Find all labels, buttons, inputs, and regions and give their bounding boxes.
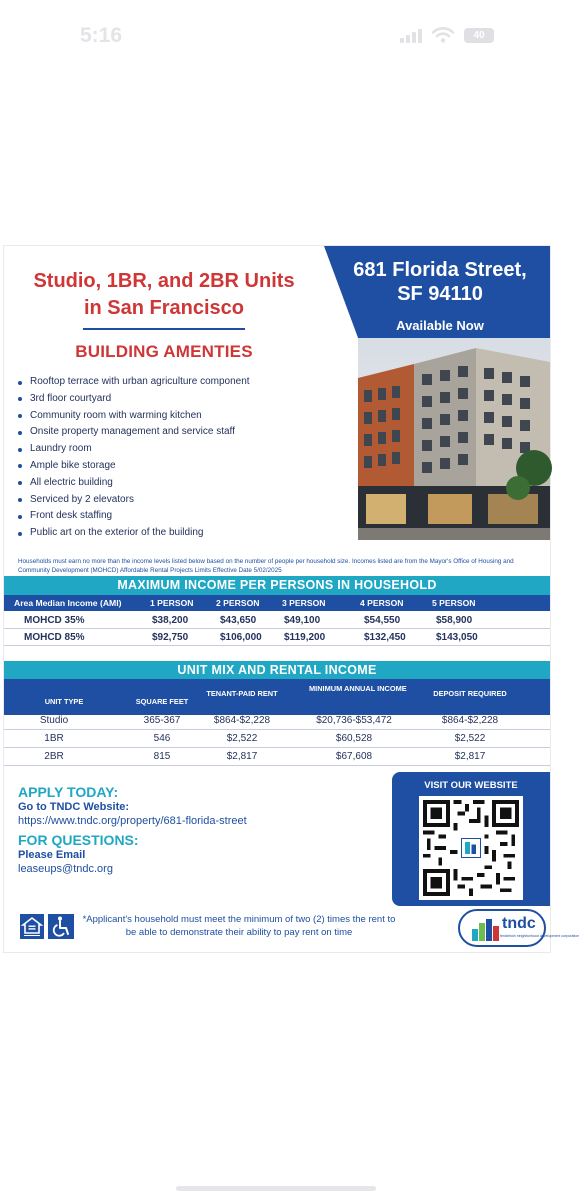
headline-line: Studio, 1BR, and 2BR Units — [33, 270, 295, 292]
table-cell: $60,528 — [335, 733, 373, 744]
table-cell: $92,750 — [152, 632, 189, 643]
table-cell: 365-367 — [143, 715, 181, 726]
column-header: Area Median Income (AMI) — [14, 598, 122, 608]
qr-code-icon[interactable] — [419, 796, 523, 900]
address-line: 681 Florida Street, — [353, 259, 527, 281]
headline-block — [4, 268, 324, 362]
tndc-tagline: tenderloin neighborhood development corporation — [500, 934, 579, 938]
table-cell: MOHCD 35% — [24, 615, 85, 626]
wheelchair-accessible-icon — [48, 914, 74, 939]
table-cell: $49,100 — [284, 615, 321, 626]
wifi-icon — [432, 27, 454, 43]
address-block — [330, 258, 550, 333]
column-header: 5 PERSON — [432, 598, 476, 608]
list-item: Laundry room — [18, 441, 348, 458]
headline-divider — [83, 328, 245, 330]
website-link[interactable]: https://www.tndc.org/property/681-florida-street — [18, 815, 247, 827]
table-cell: $143,050 — [436, 632, 478, 643]
table-cell: $38,200 — [152, 615, 189, 626]
table-row — [4, 730, 550, 748]
list-item: Community room with warming kitchen — [18, 408, 348, 425]
questions-subtitle: Please Email — [18, 849, 86, 861]
unit-table-header — [4, 679, 550, 715]
table-cell: 1BR — [44, 733, 64, 744]
table-cell: Studio — [39, 715, 69, 726]
status-time: 5:16 — [80, 24, 123, 47]
table-cell: $67,608 — [335, 751, 373, 762]
column-header: TENANT-PAID RENT — [206, 689, 278, 698]
table-row — [4, 712, 550, 730]
column-header: UNIT TYPE — [44, 697, 84, 706]
column-header: 2 PERSON — [216, 598, 260, 608]
table-cell: $58,900 — [436, 615, 473, 626]
building-photo — [358, 338, 550, 540]
table-cell: $54,550 — [364, 615, 401, 626]
table-cell: 815 — [153, 751, 171, 762]
unit-table-title: UNIT MIX AND RENTAL INCOME — [4, 661, 550, 680]
column-header: 1 PERSON — [150, 598, 194, 608]
table-cell: $20,736-$53,472 — [316, 715, 392, 726]
home-indicator[interactable] — [176, 1186, 376, 1191]
table-cell: $2,522 — [454, 733, 486, 744]
questions-title: FOR QUESTIONS: — [18, 832, 139, 848]
apply-subtitle: Go to TNDC Website: — [18, 801, 130, 813]
cellular-signal-icon — [400, 27, 422, 43]
list-item: Rooftop terrace with urban agriculture component — [18, 374, 348, 391]
eligibility-note: Households must earn no more than the income levels listed below based on the number of people per household size. Incomes listed are from the Mayor's Office of Housing and Community Development (MOHCD) Affordable Rental Projects Limits Effective Date 5/02/2025 — [18, 558, 514, 574]
list-item: Onsite property management and service staff — [18, 424, 348, 441]
tndc-wordmark: tndc — [502, 915, 536, 932]
table-cell: 2BR — [44, 751, 64, 762]
equal-housing-opportunity-icon — [20, 914, 44, 939]
headline-line: in San Francisco — [83, 297, 245, 319]
column-header: MINIMUM ANNUAL INCOME — [309, 684, 407, 693]
table-row — [4, 748, 550, 766]
list-item: Front desk staffing — [18, 508, 348, 525]
table-cell: 546 — [153, 733, 171, 744]
table-cell: $119,200 — [284, 632, 326, 643]
list-item: Serviced by 2 elevators — [18, 492, 348, 509]
table-cell: $2,522 — [226, 733, 258, 744]
column-header: 3 PERSON — [282, 598, 326, 608]
flyer-image — [4, 246, 579, 952]
table-cell: $864-$2,228 — [441, 715, 499, 726]
email-link[interactable]: leaseups@tndc.org — [18, 863, 113, 875]
list-item: All electric building — [18, 475, 348, 492]
table-cell: $2,817 — [226, 751, 258, 762]
column-header: 4 PERSON — [360, 598, 404, 608]
battery-icon: 40 — [464, 28, 494, 43]
website-qr-box — [392, 772, 550, 906]
amenities-title: BUILDING AMENTIES — [75, 342, 253, 361]
table-cell: $43,650 — [220, 615, 257, 626]
column-header: DEPOSIT REQUIRED — [433, 689, 507, 698]
rent-requirement-note: *Applicant's household must meet the minimum of two (2) times the rent to be able to demonstrate their ability to pay rent on time — [82, 914, 396, 938]
list-item: 3rd floor courtyard — [18, 391, 348, 408]
tndc-logo — [458, 909, 579, 947]
address-line: SF 94110 — [397, 283, 483, 305]
list-item: Ample bike storage — [18, 458, 348, 475]
tndc-bars-icon — [472, 917, 500, 941]
apply-title: APPLY TODAY: — [18, 784, 119, 800]
status-icons — [400, 27, 494, 43]
list-item: Public art on the exterior of the building — [18, 525, 348, 542]
income-table-title: MAXIMUM INCOME PER PERSONS IN HOUSEHOLD — [4, 576, 550, 595]
table-cell: MOHCD 85% — [24, 632, 85, 643]
table-row — [4, 612, 550, 629]
amenities-list — [18, 374, 348, 542]
qr-title: VISIT OUR WEBSITE — [424, 780, 518, 791]
income-table-header — [4, 595, 550, 611]
table-cell: $2,817 — [454, 751, 486, 762]
availability-text: Available Now — [396, 318, 484, 333]
table-cell: $864-$2,228 — [213, 715, 271, 726]
table-cell: $106,000 — [220, 632, 262, 643]
apply-block — [18, 784, 358, 876]
table-row — [4, 629, 550, 646]
column-header: SQUARE FEET — [135, 697, 189, 706]
status-bar — [0, 0, 554, 80]
table-cell: $132,450 — [364, 632, 406, 643]
